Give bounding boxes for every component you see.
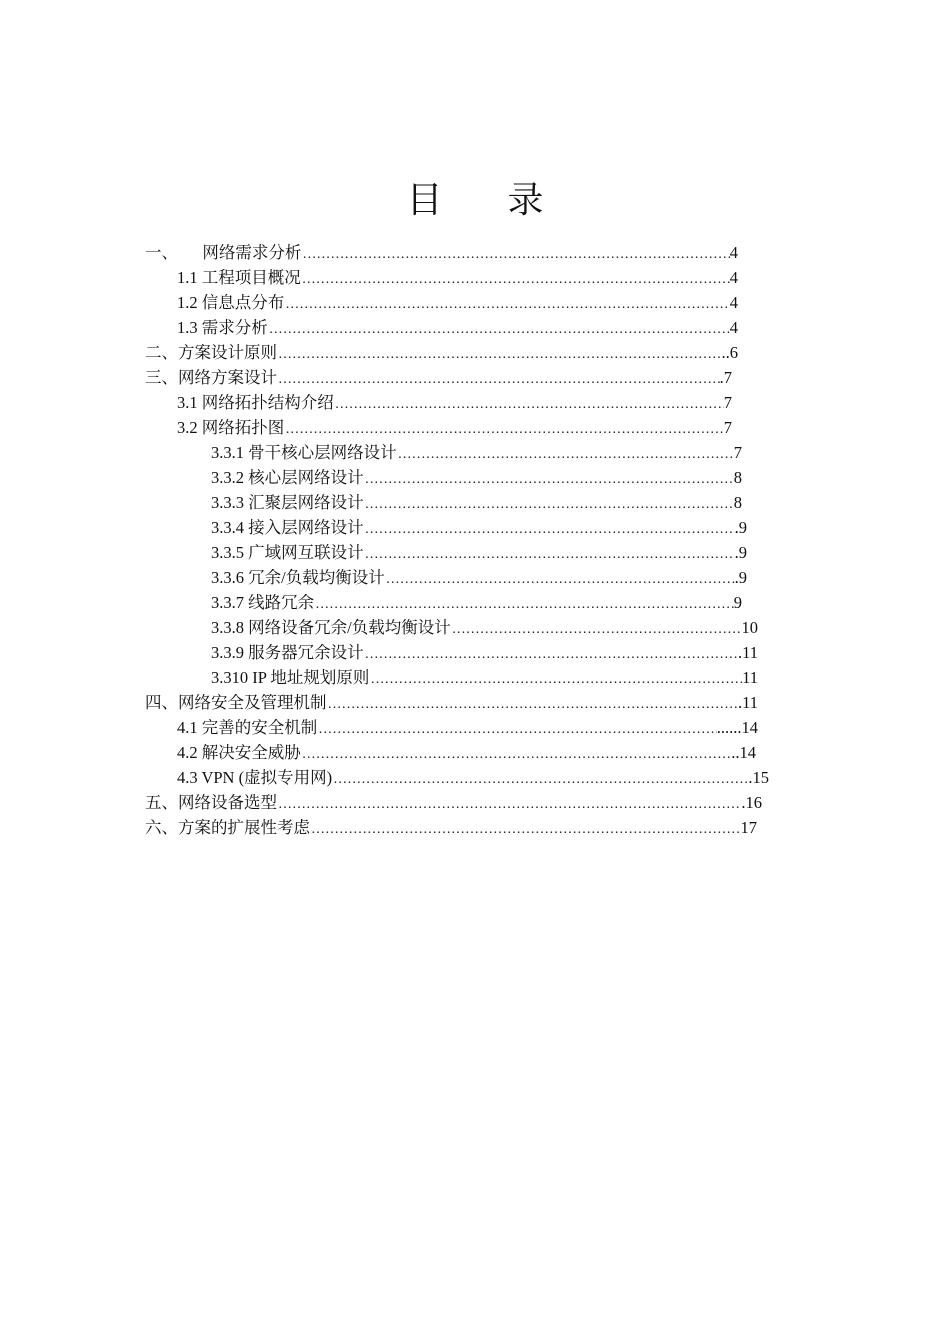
toc-entry-page: 9 — [733, 593, 742, 612]
toc-entry[interactable] — [0, 240, 950, 265]
toc-leader-dots — [284, 292, 730, 317]
toc-entry-label: 3.3.8 网络设备冗余/负载均衡设计 — [211, 618, 451, 637]
toc-entry-label: 3.3.2 核心层网络设计 — [211, 468, 364, 487]
toc-entry[interactable] — [0, 440, 950, 465]
toc-entry-page: .9 — [734, 518, 747, 537]
toc-leader-dots — [364, 517, 735, 542]
toc-leader-dots — [301, 742, 732, 767]
toc-entry[interactable] — [0, 340, 950, 365]
toc-entry-label: 3.3.1 骨干核心层网络设计 — [211, 443, 397, 462]
toc-leader-dots — [277, 792, 741, 817]
toc-leader-dots — [314, 592, 734, 617]
toc-leader-dots — [385, 567, 735, 592]
toc-leader-dots — [327, 692, 738, 717]
toc-entry-label: 3.3.3 汇聚层网络设计 — [211, 493, 364, 512]
toc-entry-page: ......14 — [716, 718, 758, 737]
toc-leader-dots — [334, 392, 724, 417]
toc-entry[interactable] — [0, 365, 950, 390]
toc-entry-label: 网络需求分析 — [202, 243, 302, 262]
toc-entry-page: ..14 — [731, 743, 756, 762]
toc-leader-dots — [301, 242, 729, 267]
toc-entry[interactable] — [0, 490, 950, 515]
toc-leader-dots — [364, 492, 734, 517]
toc-entry[interactable] — [0, 665, 950, 690]
toc-entry-page: .11 — [737, 643, 758, 662]
toc-entry[interactable] — [0, 590, 950, 615]
toc-entry-label: 3.3.4 接入层网络设计 — [211, 518, 364, 537]
toc-entry-page: .9 — [734, 543, 747, 562]
toc-leader-dots — [301, 267, 730, 292]
toc-leader-dots — [332, 767, 748, 792]
toc-entry-page: 8 — [733, 468, 742, 487]
toc-entry-page: 4 — [729, 268, 738, 287]
toc-entry-page: 7 — [733, 443, 742, 462]
toc-entry-label: 3.1 网络拓扑结构介绍 — [177, 393, 334, 412]
toc-entry-page: 7 — [723, 393, 732, 412]
toc-leader-dots — [277, 367, 720, 392]
toc-entry-page: 4 — [729, 243, 738, 262]
toc-entry-label: 1.3 需求分析 — [177, 318, 268, 337]
toc-entry-page: 17 — [740, 818, 757, 837]
toc-entry-page: 8 — [733, 493, 742, 512]
toc-entry[interactable] — [0, 740, 950, 765]
toc-leader-dots — [268, 317, 730, 342]
toc-entry[interactable] — [0, 315, 950, 340]
toc-entry-page: 7 — [723, 418, 732, 437]
toc-entry[interactable] — [0, 515, 950, 540]
toc-entry-label: 五、网络设备选型 — [145, 793, 277, 812]
toc-entry-label: 1.1 工程项目概况 — [177, 268, 301, 287]
toc-entry[interactable] — [0, 815, 950, 840]
toc-leader-dots — [369, 667, 742, 692]
toc-leader-dots — [317, 717, 717, 742]
toc-entry-page: 10 — [741, 618, 758, 637]
toc-entry-page: .11 — [737, 693, 758, 712]
toc-entry-label: 1.2 信息点分布 — [177, 293, 285, 312]
toc-entry[interactable] — [0, 715, 950, 740]
toc-entry-page: .16 — [741, 793, 762, 812]
toc-entry[interactable] — [0, 790, 950, 815]
toc-entry-label: 3.310 IP 地址规划原则 — [211, 668, 370, 687]
toc-entry[interactable] — [0, 690, 950, 715]
toc-entry[interactable] — [0, 615, 950, 640]
toc-entry-page: 4 — [729, 318, 738, 337]
toc-entry[interactable] — [0, 390, 950, 415]
toc-leader-dots — [284, 417, 724, 442]
toc-entry-page: .7 — [719, 368, 732, 387]
toc-entry-label: 3.3.5 广域网互联设计 — [211, 543, 364, 562]
toc-entry[interactable] — [0, 465, 950, 490]
toc-entry[interactable] — [0, 540, 950, 565]
toc-entry[interactable] — [0, 765, 950, 790]
toc-entry-label: 3.3.7 线路冗余 — [211, 593, 315, 612]
toc-entry-label: 二、方案设计原则 — [145, 343, 277, 362]
toc-entry-label: 四、网络安全及管理机制 — [145, 693, 327, 712]
toc-entry-page: .9 — [734, 568, 747, 587]
toc-entry[interactable] — [0, 565, 950, 590]
toc-entry-page: ..6 — [721, 343, 738, 362]
toc-list — [0, 240, 950, 840]
toc-entry-page: 4 — [729, 293, 738, 312]
toc-leader-dots — [397, 442, 734, 467]
toc-entry-page: .15 — [748, 768, 769, 787]
toc-entry[interactable] — [0, 290, 950, 315]
toc-entry-label: 3.2 网络拓扑图 — [177, 418, 285, 437]
toc-entry-number: 一、 — [145, 243, 178, 262]
toc-entry-label: 4.2 解决安全威胁 — [177, 743, 301, 762]
toc-entry[interactable] — [0, 415, 950, 440]
toc-leader-dots — [277, 342, 722, 367]
toc-entry-label: 三、网络方案设计 — [145, 368, 277, 387]
toc-entry-page: 11 — [742, 668, 758, 687]
toc-leader-dots — [364, 542, 735, 567]
toc-leader-dots — [310, 817, 741, 842]
toc-leader-dots — [451, 617, 742, 642]
toc-leader-dots — [364, 467, 734, 492]
toc-entry-label: 六、方案的扩展性考虑 — [145, 818, 310, 837]
toc-entry-label: 3.3.6 冗余/负载均衡设计 — [211, 568, 385, 587]
toc-entry-label: 4.3 VPN (虚拟专用网) — [177, 768, 333, 787]
toc-title: 目 录 — [406, 180, 572, 220]
toc-entry-label: 3.3.9 服务器冗余设计 — [211, 643, 364, 662]
toc-entry-label: 4.1 完善的安全机制 — [177, 718, 318, 737]
toc-entry[interactable] — [0, 640, 950, 665]
toc-leader-dots — [364, 642, 738, 667]
toc-entry[interactable] — [0, 265, 950, 290]
